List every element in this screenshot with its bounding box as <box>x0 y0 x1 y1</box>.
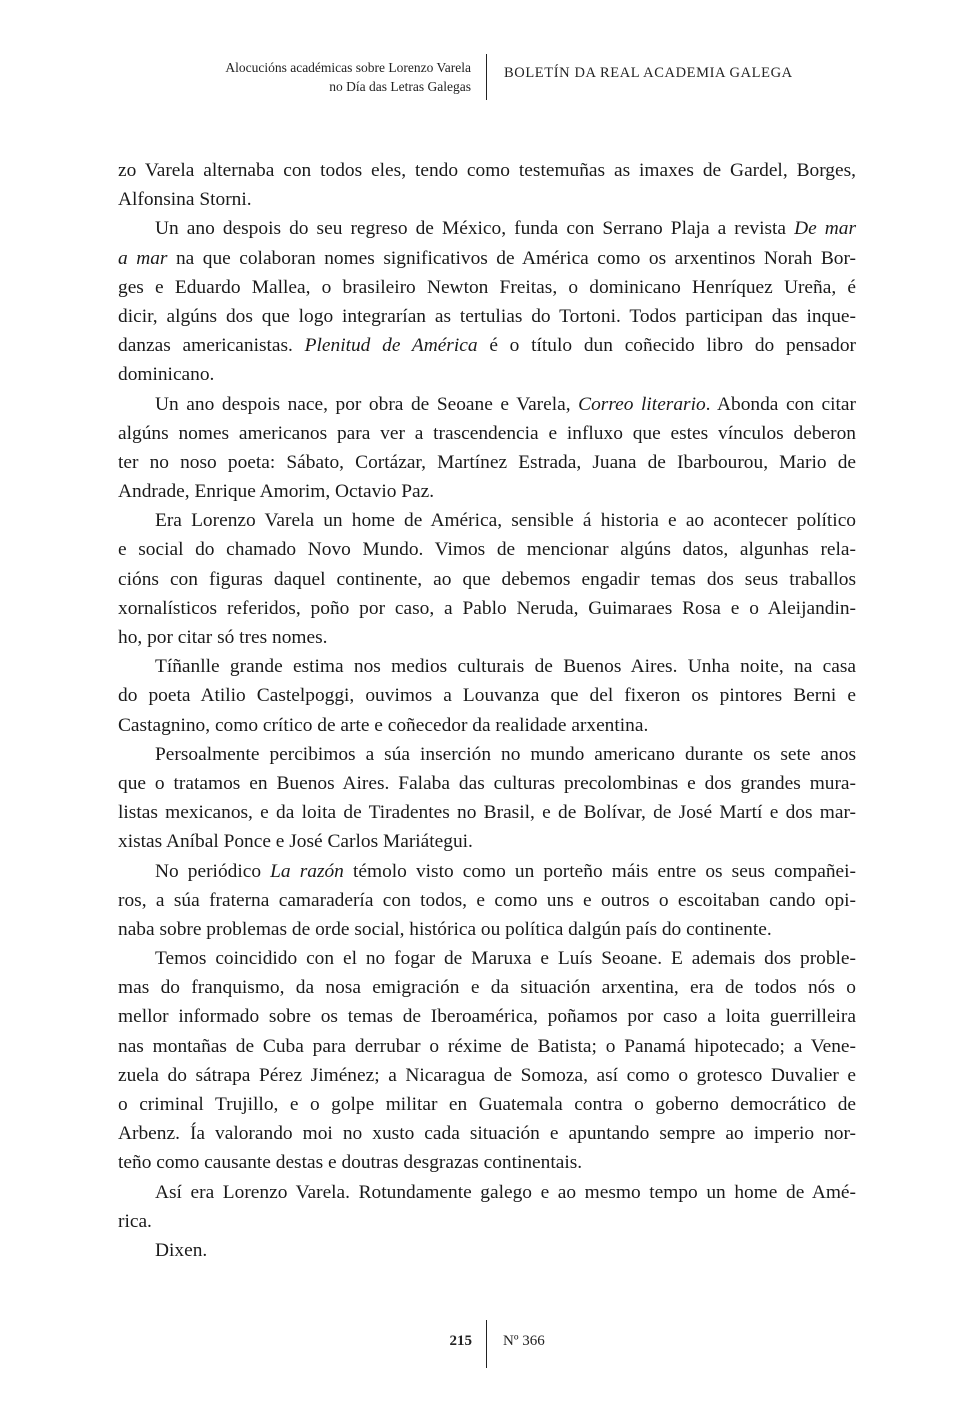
text-segment: e social do chamado Novo Mundo. Vimos de mencionar algúns datos, algunhas rela- <box>118 539 856 561</box>
italic-title: a mar <box>118 247 168 269</box>
text-line <box>118 827 856 856</box>
text-line <box>118 1002 856 1031</box>
text-segment: naba sobre problemas de orde social, histórica ou política dalgún país do continente. <box>118 918 772 940</box>
text-segment: é o título dun coñecido libro do pensador <box>477 335 856 357</box>
text-segment: na que colaboran nomes significativos de América como os arxentinos Norah Bor- <box>167 247 856 269</box>
text-segment: Dixen. <box>155 1239 208 1261</box>
text-line <box>118 244 856 273</box>
text-line <box>118 594 856 623</box>
text-segment: No periódico <box>155 860 271 882</box>
text-segment: dicir, algúns dos que logo integrarían as tertulias do Tortoni. Todos participan das inque- <box>118 305 856 327</box>
text-line <box>118 185 856 214</box>
text-line <box>118 273 856 302</box>
text-line <box>118 390 856 419</box>
text-line <box>118 740 856 769</box>
italic-title: De mar <box>794 218 857 240</box>
text-segment: ges e Eduardo Mallea, o brasileiro Newton Freitas, o dominicano Henríquez Ureña, é <box>118 276 856 298</box>
running-header <box>0 54 975 100</box>
text-segment: zo Varela alternaba con todos eles, tendo como testemuñas as imaxes de Gardel, Borges, <box>118 160 856 181</box>
text-line <box>118 711 856 740</box>
text-segment: xornalísticos referidos, poño por caso, a Pablo Neruda, Guimaraes Rosa e o Aleijandin- <box>118 597 856 619</box>
text-segment: xistas Aníbal Ponce e José Carlos Mariátegui. <box>118 831 473 853</box>
text-segment: ter no noso poeta: Sábato, Cortázar, Martínez Estrada, Juana de Ibarbourou, Mario de <box>118 451 856 473</box>
text-line <box>118 565 856 594</box>
text-line <box>118 1090 856 1119</box>
body-text <box>118 156 856 1265</box>
text-line <box>118 506 856 535</box>
text-line <box>118 419 856 448</box>
text-line <box>118 944 856 973</box>
journal-title: BOLETÍN DA REAL ACADEMIA GALEGA <box>504 65 793 81</box>
text-line <box>118 156 856 185</box>
text-segment: Persoalmente percibimos a súa inserción no mundo americano durante os sete anos <box>155 743 856 765</box>
text-segment: cións con figuras daquel continente, ao que debemos engadir temas dos seus traballos <box>118 568 856 590</box>
text-line <box>118 1032 856 1061</box>
text-line <box>118 331 856 360</box>
text-segment: danzas americanistas. <box>118 335 305 357</box>
text-segment: mellor informado sobre os temas de Iberoamérica, poñamos por caso a loita guerrilleira <box>118 1006 856 1028</box>
text-line <box>118 1119 856 1148</box>
text-segment: Un ano despois do seu regreso de México, funda con Serrano Plaja a revista <box>155 218 795 240</box>
text-segment: Un ano despois nace, por obra de Seoane e Varela, <box>155 393 579 415</box>
text-segment: o criminal Trujillo, e o golpe militar en Guatemala contra o goberno democrático de <box>118 1094 856 1115</box>
section-title <box>225 58 471 96</box>
text-line <box>118 1178 856 1207</box>
italic-title: La razón <box>270 860 344 882</box>
text-segment: Alfonsina Storni. <box>118 189 252 211</box>
text-line <box>118 1207 856 1236</box>
text-segment: rica. <box>118 1210 152 1232</box>
text-line <box>118 1236 856 1265</box>
text-segment: do poeta Atilio Castelpoggi, ouvimos a Louvanza que del fixeron os pintores Berni e <box>118 685 856 707</box>
text-line <box>118 915 856 944</box>
text-line <box>118 360 856 389</box>
text-line <box>118 477 856 506</box>
text-line <box>118 973 856 1002</box>
italic-title: Correo literario <box>578 393 706 415</box>
text-segment: dominicano. <box>118 364 215 386</box>
text-line <box>118 769 856 798</box>
text-segment: ho, por citar só tres nomes. <box>118 627 328 648</box>
text-segment: Arbenz. Ía valorando moi no xusto cada situación e apuntando sempre ao imperio nor- <box>118 1123 856 1145</box>
text-line <box>118 302 856 331</box>
footer-divider <box>486 1320 487 1368</box>
text-segment: listas mexicanos, e da loita de Tiradentes no Brasil, e de Bolívar, de José Martí e dos mar- <box>118 802 856 824</box>
text-line <box>118 857 856 886</box>
text-line <box>118 535 856 564</box>
text-segment: Así era Lorenzo Varela. Rotundamente galego e ao mesmo tempo un home de Amé- <box>155 1181 856 1203</box>
italic-title: Plenitud de América <box>304 335 478 357</box>
text-segment: que o tratamos en Buenos Aires. Falaba das culturas precolombinas e dos grandes mura- <box>118 772 856 794</box>
page-number: 215 <box>449 1333 472 1349</box>
section-title-line-1: Alocucións académicas sobre Lorenzo Varela <box>225 60 471 75</box>
text-segment: Andrade, Enrique Amorim, Octavio Paz. <box>118 481 435 503</box>
text-segment: nas montañas de Cuba para derrubar o réxime de Batista; o Panamá hipotecado; a Vene- <box>118 1035 856 1057</box>
text-line <box>118 681 856 710</box>
text-line <box>118 214 856 243</box>
text-segment: Era Lorenzo Varela un home de América, sensible á historia e ao acontecer político <box>155 510 856 532</box>
issue-number: Nº 366 <box>503 1333 545 1349</box>
text-segment: Castagnino, como crítico de arte e coñecedor da realidade arxentina. <box>118 714 649 736</box>
text-line <box>118 798 856 827</box>
text-line <box>118 1061 856 1090</box>
text-segment: mas do franquismo, da nosa emigración e da situación arxentina, era de todos nós o <box>118 977 856 999</box>
header-divider <box>486 54 487 100</box>
text-line <box>118 623 856 652</box>
text-line <box>118 1148 856 1177</box>
text-segment: zuela do sátrapa Pérez Jiménez; a Nicaragua de Somoza, así como o grotesco Duvalier e <box>118 1064 856 1086</box>
text-segment: . Abonda con citar <box>705 393 856 415</box>
section-title-line-2: no Día das Letras Galegas <box>329 79 471 94</box>
text-segment: teño como causante destas e doutras desgrazas continentais. <box>118 1152 583 1174</box>
text-line <box>118 448 856 477</box>
text-line <box>118 652 856 681</box>
text-line <box>118 886 856 915</box>
running-footer <box>0 1320 975 1368</box>
text-segment: algúns nomes americanos para ver a trascendencia e influxo que estes vínculos deberon <box>118 422 856 444</box>
text-segment: témolo visto como un porteño máis entre os seus compañei- <box>343 860 856 882</box>
text-segment: Tíñanlle grande estima nos medios culturais de Buenos Aires. Unha noite, na casa <box>155 656 856 678</box>
text-segment: Temos coincidido con el no fogar de Maruxa e Luís Seoane. E ademais dos proble- <box>155 948 856 970</box>
text-segment: ros, a súa fraterna camaradería con todos, e como uns e outros o escoitaban cando opi- <box>118 889 856 911</box>
